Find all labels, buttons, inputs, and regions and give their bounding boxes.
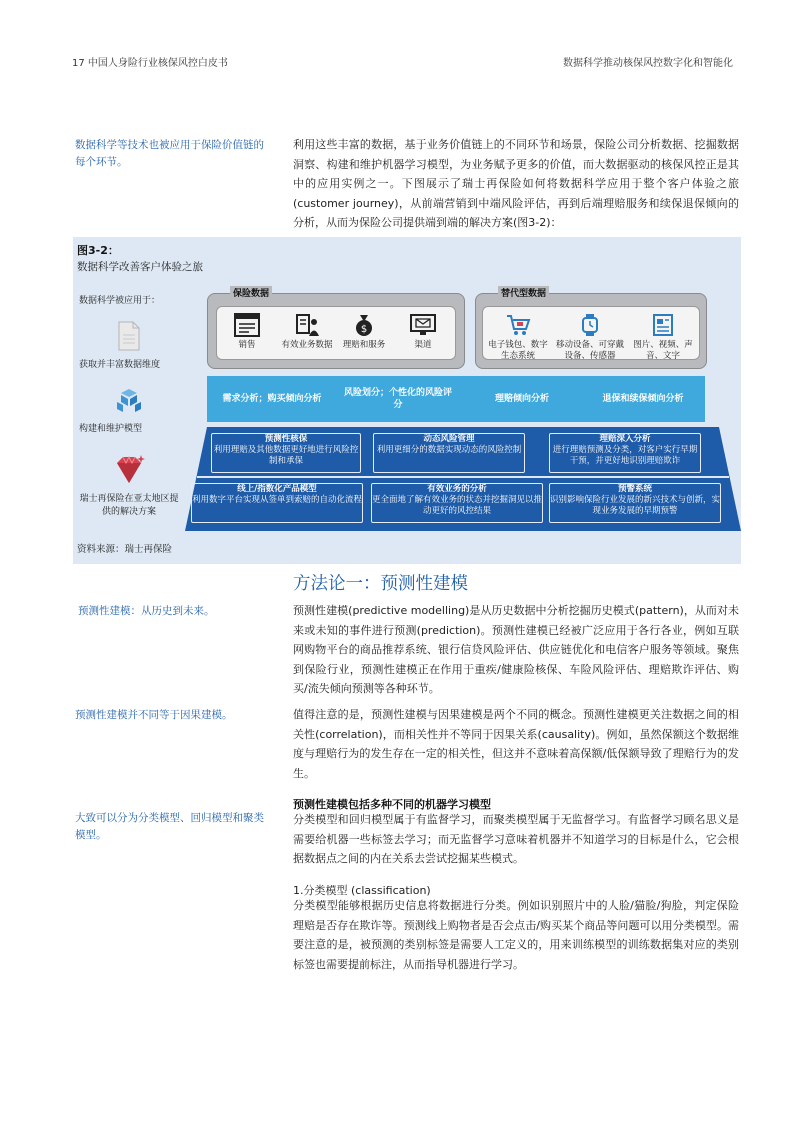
insurance-data-tag: 保险数据 (230, 286, 272, 299)
devices-label: 移动设备、可穿戴设备、传感器 (555, 340, 624, 361)
solution-inforce-analysis (371, 483, 543, 523)
solution-5-desc: 更全面地了解有效业务的状态并挖掘洞见以推动更好的风控结果 (372, 495, 543, 516)
page-header-right: 数据科学推动核保风控数字化和智能化 (563, 58, 733, 69)
label-applied-to: 数据科学被应用于： (79, 296, 161, 306)
solution-claims-analysis (549, 433, 701, 473)
paragraph-classification: 分类模型能够根据历史信息将数据进行分类。例如识别照片中的人脸/猫脸/狗脸，判定保险理赔是否存在欺诈等。预测线上购物者是否会点击/购买某个商品等问题可以用分类模型。需要注意的是，被预测的类别标签是需要人工定义的，用来训练模型的训练数据集对应的类别标签也需要提前标注，从而指导机器进行学习。 (293, 899, 739, 971)
media-document-icon (650, 313, 676, 337)
solution-online-product (191, 483, 363, 523)
cubes-icon (113, 387, 145, 415)
solution-3-title: 理赔深入分析 (599, 434, 651, 444)
inforce-data-label: 有效业务数据 (281, 340, 333, 350)
alternative-data-tag: 替代型数据 (498, 286, 549, 299)
svg-text:$: $ (360, 324, 368, 335)
label-step1: 获取并丰富数据维度 (79, 360, 161, 370)
alternative-data-box (475, 289, 707, 369)
claims-service-label: 理赔和服务 (342, 340, 386, 350)
figure-source: 资料来源：瑞士再保险 (77, 544, 173, 555)
analysis-item-2: 风险划分；个性化的风险评分 (343, 388, 452, 410)
paragraph-predictive-modelling: 预测性建模(predictive modelling)是从历史数据中分析挖掘历史模式(pattern)，从而对未来或未知的事件进行预测(prediction)。预测性建模已经被广泛应用于各行各业，例如互联网购物平台的商品推荐系统、银行信贷风险评估、供应链优化和电信客户服务等领域。聚焦到保险行业，预测性建模正在作用于重疾/健康险核保、车险风险评估、理赔欺诈评估、购买/流失倾向预测等各种环节。 (293, 604, 739, 695)
sidenote-2: 预测性建模：从历史到未来。 (78, 605, 215, 617)
channel-cell (397, 313, 449, 351)
diamond-icon (111, 453, 147, 487)
solution-4-desc: 利用数字平台实现从签单到索赔的自动化流程 (192, 495, 363, 505)
solution-dynamic-risk (373, 433, 525, 473)
insurance-data-inner (216, 306, 456, 360)
solution-1-desc: 利用理赔及其他数据更好地进行风险控制和承保 (213, 445, 359, 466)
insurance-data-box (207, 289, 465, 369)
sidenote-1: 数据科学等技术也被应用于保险价值链的每个环节。 (75, 139, 264, 168)
paragraph-correlation: 值得注意的是，预测性建模与因果建模是两个不同的概念。预测性建模更关注数据之间的相关性(correlation)，而相关性并不等同于因果关系(causality)。例如，虽然保额这个数据维度与理赔行为的发生存在一定的相关性，但这并不意味着高保额/低保额导致了理赔行为的发生。 (293, 708, 739, 780)
intro-paragraph: 利用这些丰富的数据，基于业务价值链上的不同环节和场景，保险公司分析数据、挖掘数据洞察、构建和维护机器学习模型，为业务赋予更多的价值，而大数据驱动的核保风控正是其中的应用实例之一。下图展示了瑞士再保险如何将数据科学应用于整个客户体验之旅(customer journey)，从前端营销到中端风险评估，再到后端理赔服务和续保退保倾向的分析，从而为保险公司提供端到端的解决方案(图3-2)： (293, 138, 739, 229)
person-document-icon (294, 313, 320, 337)
sales-label: 销售 (238, 340, 256, 350)
label-step2: 构建和维护模型 (79, 424, 143, 434)
sales-cell (223, 313, 271, 351)
channel-label: 渠道 (414, 340, 432, 350)
analysis-band (207, 376, 705, 422)
solution-2-desc: 利用更细分的数据实现动态的风险控制 (376, 445, 522, 455)
solution-3-desc: 进行理赔预测及分类，对客户实行早期干预，并更好地识别理赔欺诈 (552, 445, 698, 466)
solution-5-title: 有效业务的分析 (427, 484, 487, 494)
page-header-left: 17 中国人身险行业核保风控白皮书 (72, 58, 228, 69)
solution-early-warning (549, 483, 721, 523)
inforce-data-cell (277, 313, 337, 351)
ml-models-heading: 预测性建模包括多种不同的机器学习模型 (293, 798, 491, 811)
analysis-item-1: 需求分析；购买倾向分析 (222, 394, 322, 404)
figure-title: 数据科学改善客户体验之旅 (77, 261, 203, 273)
alternative-data-inner (482, 306, 700, 360)
figure-3-2 (73, 237, 741, 564)
analysis-item-3: 理赔倾向分析 (494, 394, 549, 404)
solution-4-title: 线上/指数化产品模型 (237, 484, 317, 494)
media-cell (629, 313, 697, 362)
label-step3: 瑞士再保险在亚太地区提供的解决方案 (79, 494, 179, 517)
paragraph-supervised: 分类模型和回归模型属于有监督学习，而聚类模型属于无监督学习。有监督学习顾名思义是需要给机器一些标签去学习；而无监督学习意味着机器并不知道学习的目标是什么，它会根据数据点之间的内在关系去尝试挖掘某些模式。 (293, 813, 739, 865)
monitor-mail-icon (410, 313, 436, 337)
document-icon (117, 321, 141, 351)
claims-service-cell (335, 313, 393, 351)
sidenote-3: 预测性建模并不同等于因果建模。 (75, 709, 233, 721)
section-title: 方法论一：预测性建模 (293, 574, 468, 594)
money-bag-icon (351, 313, 377, 337)
devices-cell (553, 313, 627, 362)
sidenote-4: 大致可以分为分类模型、回归模型和聚类模型。 (75, 812, 264, 841)
media-label: 图片、视频、声音、文字 (633, 340, 693, 361)
analysis-item-4: 退保和续保倾向分析 (602, 394, 684, 404)
classification-heading: 1.分类模型 (classification) (293, 884, 431, 897)
solution-1-title: 预测性核保 (264, 434, 308, 444)
solution-predictive-underwriting (211, 433, 361, 473)
ewallet-cell (485, 313, 551, 362)
solution-6-title: 预警系统 (617, 484, 652, 494)
solution-2-title: 动态风险管理 (423, 434, 475, 444)
ewallet-label: 电子钱包、数字生态系统 (488, 340, 548, 361)
figure-number: 图3-2： (77, 244, 119, 257)
smartwatch-icon (577, 313, 603, 337)
shopping-cart-icon (505, 313, 531, 337)
sales-icon (234, 313, 260, 337)
solution-6-desc: 识别影响保险行业发展的新兴技术与创新，实现业务发展的早期预警 (550, 495, 721, 516)
